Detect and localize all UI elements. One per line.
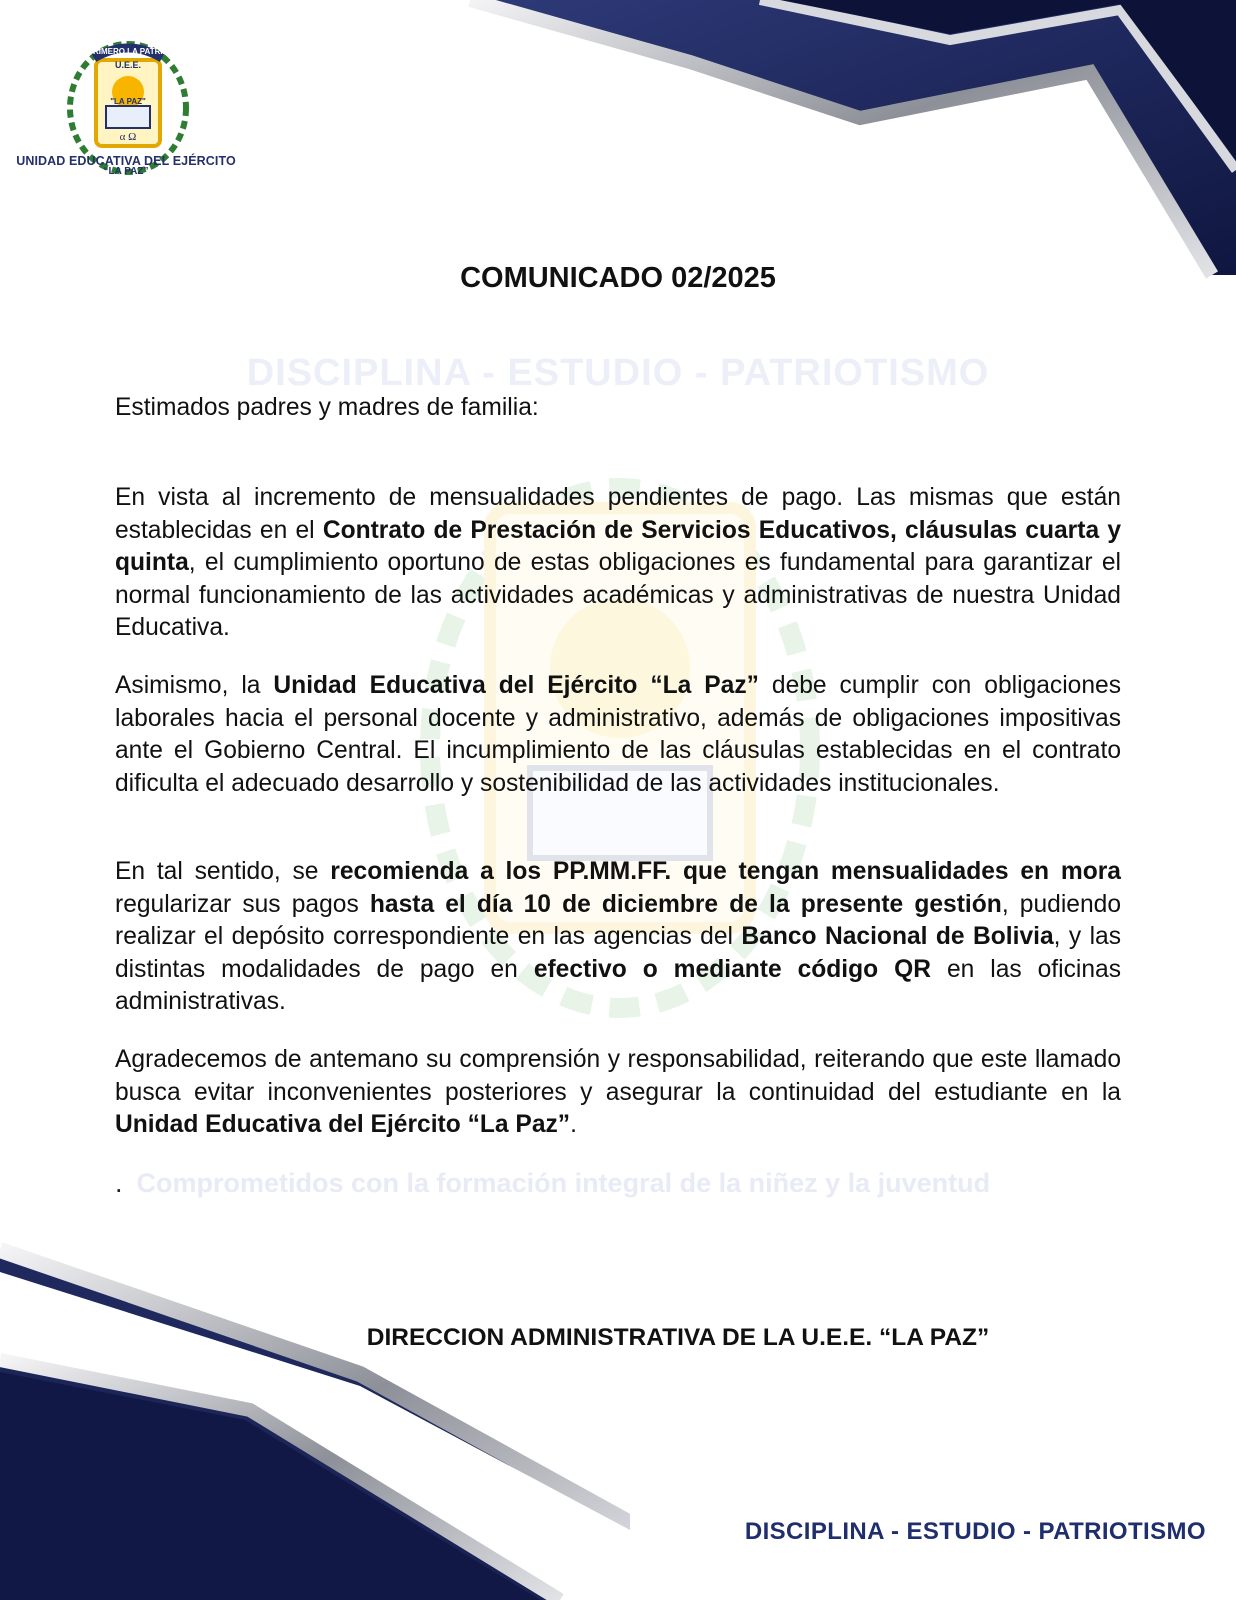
paragraph-3-text-1: En tal sentido, se bbox=[115, 858, 331, 885]
logo-name: "LA PAZ" bbox=[110, 97, 146, 106]
logo-symbols: α Ω bbox=[119, 131, 137, 143]
paragraph-3-bold-4: efectivo o mediante código QR bbox=[533, 955, 932, 983]
paragraph-3-bold-2: hasta el día 10 de diciembre de la presente gestión bbox=[369, 890, 1002, 918]
greeting: Estimados padres y madres de familia: bbox=[115, 394, 539, 421]
motto-watermark: DISCIPLINA - ESTUDIO - PATRIOTISMO bbox=[246, 352, 990, 394]
paragraph-4-text-1: Agradecemos de antemano su comprensión y responsabilidad, reiterando que este llamado busca evitar inconvenientes posteriores y asegurar la continuidad del estudiante en la bbox=[115, 1046, 1121, 1106]
paragraph-4-bold-1: Unidad Educativa del Ejército “La Paz” bbox=[115, 1111, 571, 1138]
logo-arc-text: PRIMERO LA PATRIA bbox=[87, 47, 169, 56]
paragraph-4 bbox=[115, 1044, 1121, 1142]
paragraph-3-bold-3: Banco Nacional de Bolivia bbox=[741, 923, 1054, 950]
paragraph-2-text-2: debe cumplir con obligaciones laborales hacia el personal docente y administrativo, además de obligaciones impositivas ante el Gobierno Central. El incumplimiento de las cláusulas establecidas en el contrato dificulta el adecuado desarrollo y sostenibilidad de las actividades institucionales. bbox=[115, 672, 1122, 797]
logo-initials: U.E.E. bbox=[114, 60, 142, 70]
paragraph-3-bold-1: recomienda a los PP.MM.FF. que tengan mensualidades en mora bbox=[330, 858, 1121, 885]
paragraph-2-text-1: Asimismo, la bbox=[115, 672, 274, 699]
paragraph-1-text-2: , el cumplimiento oportuno de estas obligaciones es fundamental para garantizar el normal funcionamiento de las actividades académicas y administrativas de nuestra Unidad Educativa. bbox=[115, 549, 1121, 641]
paragraph-3-text-5: en las oficinas administrativas. bbox=[115, 955, 1122, 1015]
paragraph-2 bbox=[115, 670, 1121, 800]
paragraph-3-text-2: regularizar sus pagos bbox=[115, 890, 370, 918]
paragraph-3-text-4: , y las distintas modalidades de pago en bbox=[115, 923, 1122, 983]
paragraph-4-text-2: . bbox=[570, 1111, 577, 1138]
paragraph-2-bold-1: Unidad Educativa del Ejército “La Paz” bbox=[273, 672, 759, 699]
paragraph-1 bbox=[115, 482, 1121, 645]
logo-caption-sub: “LA PAZ” bbox=[103, 166, 149, 177]
paragraph-3-text-3: , pudiendo realizar el depósito correspondiente en las agencias del bbox=[115, 890, 1121, 950]
logo-caption: UNIDAD EDUCATIVA DEL EJÉRCITO bbox=[16, 154, 236, 168]
commitment-dot: . bbox=[115, 1168, 123, 1198]
footer-motto: DISCIPLINA - ESTUDIO - PATRIOTISMO bbox=[744, 1518, 1206, 1545]
commitment-text: Comprometidos con la formación integral de la niñez y la juventud bbox=[136, 1168, 991, 1198]
commitment-line bbox=[115, 1168, 1121, 1199]
paragraph-1-text-1: En vista al incremento de mensualidades pendientes de pago. Las mismas que están establecidas en el bbox=[115, 484, 1121, 544]
paragraph-3 bbox=[115, 856, 1121, 1019]
document-title: COMUNICADO 02/2025 bbox=[460, 262, 776, 294]
paragraph-1-bold-1: Contrato de Prestación de Servicios Educativos, cláusulas cuarta y quinta bbox=[115, 516, 1121, 576]
signature-line: DIRECCION ADMINISTRATIVA DE LA U.E.E. “LA PAZ” bbox=[366, 1324, 990, 1351]
